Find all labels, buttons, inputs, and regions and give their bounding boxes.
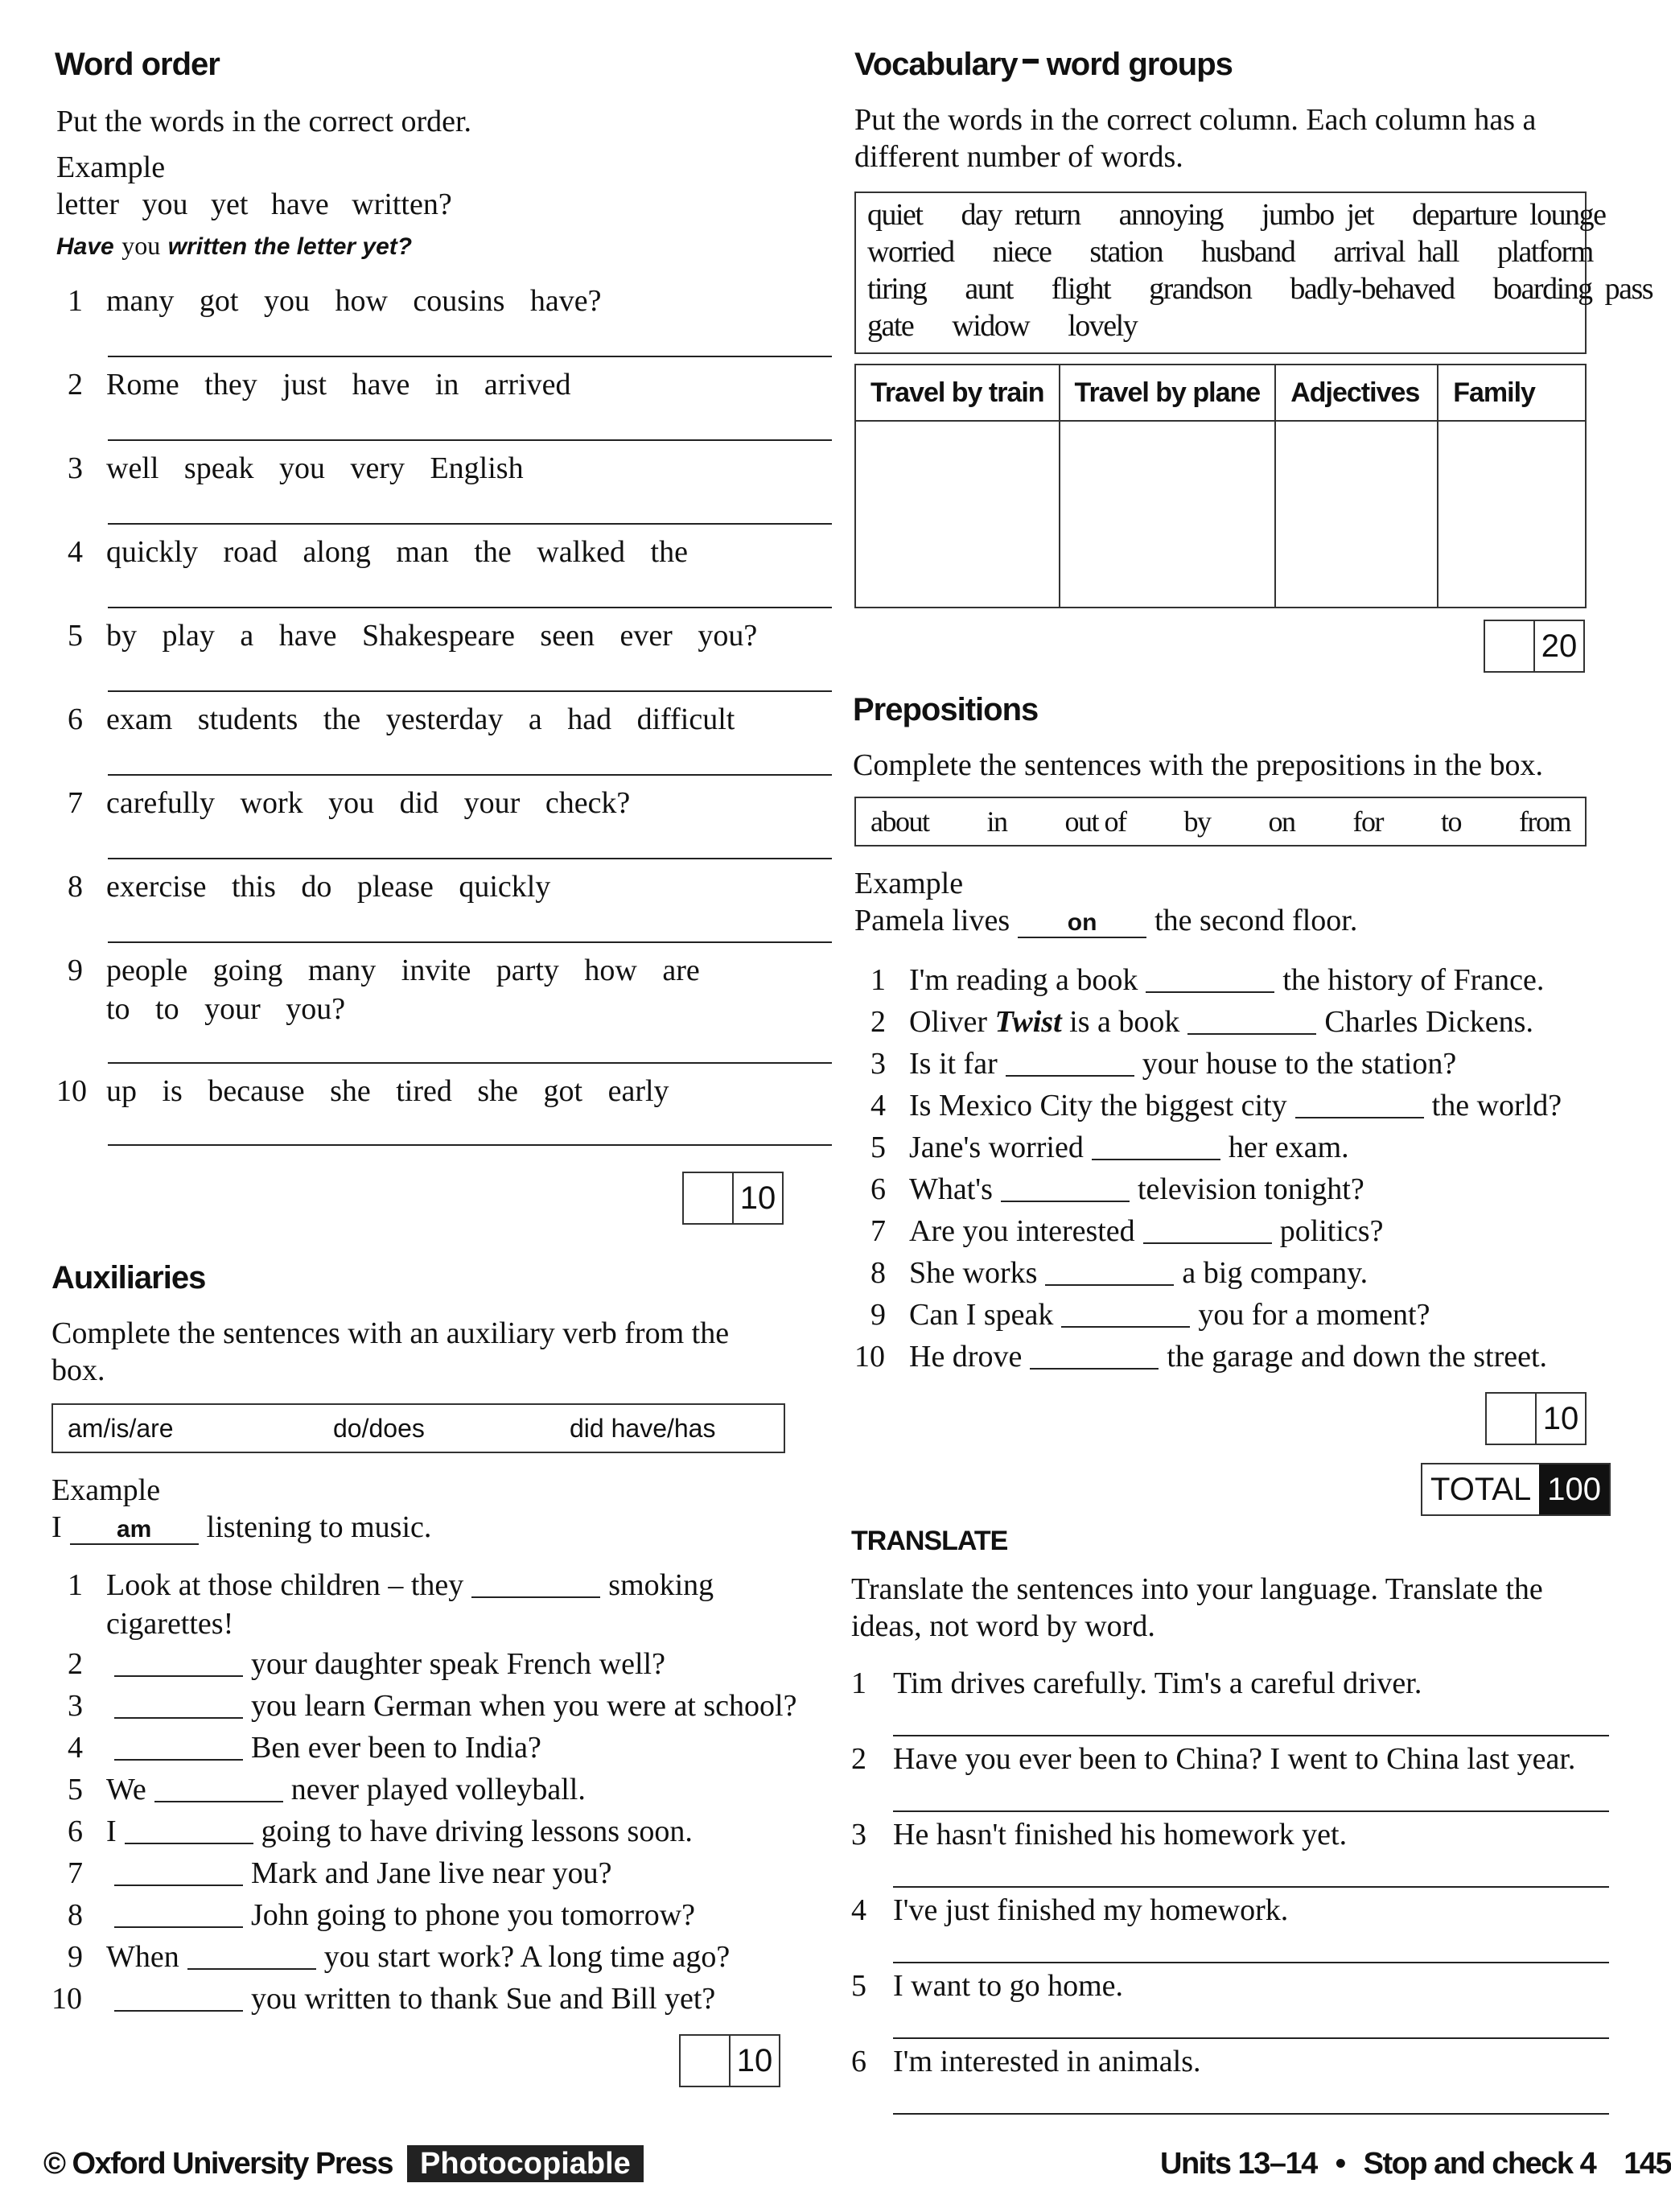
aux-option: am/is/are xyxy=(68,1413,174,1443)
answer-blank[interactable] xyxy=(1146,967,1274,993)
answer-cell[interactable] xyxy=(855,421,1060,608)
total-value: 100 xyxy=(1539,1464,1609,1514)
prep-example-label: Example xyxy=(854,867,964,900)
footer-publisher: © Oxford University Press Photocopiable xyxy=(43,2147,644,2181)
answer-line[interactable] xyxy=(108,523,832,525)
example-answer-you: you xyxy=(121,231,161,260)
answer-blank[interactable] xyxy=(114,1693,243,1719)
prep-option: on xyxy=(1268,805,1295,838)
answer-line[interactable] xyxy=(893,2113,1609,2115)
word-order-item: 6 exam students the yesterday a had difficult xyxy=(68,702,735,736)
word-order-item: 10 up is because she tired she got early xyxy=(56,1074,669,1108)
word-order-item-continued: to to your you? xyxy=(106,992,346,1026)
answer-line[interactable] xyxy=(108,858,832,859)
prep-item: 1 I'm reading a book the history of France. xyxy=(870,963,1545,997)
translate-title: TRANSLATE xyxy=(851,1526,1008,1556)
word-order-item: 8 exercise this do please quickly xyxy=(68,870,551,904)
answer-blank[interactable] xyxy=(1045,1260,1174,1286)
footer-units: Units 13–14 xyxy=(1160,2147,1317,2181)
aux-item-continued: cigarettes! xyxy=(106,1607,234,1641)
answer-cell[interactable] xyxy=(1275,421,1438,608)
prep-item: 6 What's television tonight? xyxy=(870,1172,1364,1206)
vocabulary-word-box xyxy=(854,192,1653,354)
auxiliaries-word-box xyxy=(51,1403,785,1453)
answer-blank[interactable] xyxy=(1030,1344,1159,1370)
aux-item: 4 Ben ever been to India? xyxy=(68,1731,541,1765)
prep-item: 4 Is Mexico City the biggest city the world? xyxy=(870,1089,1562,1122)
answer-blank[interactable] xyxy=(1061,1302,1190,1328)
aux-example: I am listening to music. xyxy=(51,1510,432,1544)
prep-item: 7 Are you interested politics? xyxy=(870,1214,1384,1248)
aux-item: 8 John going to phone you tomorrow? xyxy=(68,1898,696,1932)
auxiliaries-title: Auxiliaries xyxy=(51,1260,206,1295)
vocabulary-instruction: Put the words in the correct column. Each column has a different number of words. xyxy=(854,103,1537,174)
example-answer: am xyxy=(70,1516,199,1545)
aux-item: 1 Look at those children – they smoking xyxy=(68,1568,714,1602)
aux-example-label: Example xyxy=(51,1473,161,1507)
word-order-example-label: Example xyxy=(56,150,166,184)
answer-line[interactable] xyxy=(108,941,832,943)
example-answer-rest: written the letter yet? xyxy=(167,233,413,260)
dash-mark xyxy=(1023,59,1039,64)
prepositions-instruction: Complete the sentences with the prepositions in the box. xyxy=(853,748,1544,782)
prep-item: 3 Is it far your house to the station? xyxy=(870,1047,1457,1081)
translate-item: 6 I'm interested in animals. xyxy=(851,2045,1201,2078)
vocab-word-row: quiet day return annoying jumbo jet departure lounge xyxy=(867,198,1606,232)
vocab-word-row: tiring aunt flight grandson badly-behaved boarding pass xyxy=(867,272,1653,306)
answer-line[interactable] xyxy=(108,439,832,441)
answer-blank[interactable] xyxy=(1143,1218,1272,1244)
prep-option: from xyxy=(1519,805,1570,838)
vocab-word-row: gate widow lovely xyxy=(867,309,1138,343)
translate-item: 4 I've just finished my homework. xyxy=(851,1893,1289,1927)
answer-blank[interactable] xyxy=(114,1986,243,2012)
answer-line[interactable] xyxy=(893,1886,1609,1888)
prep-item: 5 Jane's worried her exam. xyxy=(870,1131,1349,1164)
word-order-instruction: Put the words in the correct order. xyxy=(56,105,472,138)
total-score-box[interactable] xyxy=(1421,1463,1611,1516)
total-label: TOTAL xyxy=(1422,1464,1539,1514)
answer-line[interactable] xyxy=(108,1062,832,1064)
example-answer: on xyxy=(1018,909,1146,938)
column-header-train: Travel by train xyxy=(855,365,1060,421)
photocopiable-badge: Photocopiable xyxy=(407,2145,644,2182)
prep-example: Pamela lives on the second floor. xyxy=(854,904,1358,937)
answer-line[interactable] xyxy=(108,607,832,608)
answer-blank[interactable] xyxy=(1006,1051,1134,1077)
aux-item: 3 you learn German when you were at school? xyxy=(68,1689,797,1723)
footer-bullet: • xyxy=(1335,2147,1345,2181)
column-header-family: Family xyxy=(1438,365,1586,421)
word-order-title: Word order xyxy=(55,47,220,82)
prep-option: in xyxy=(986,805,1007,838)
answer-line[interactable] xyxy=(893,2037,1609,2039)
answer-line[interactable] xyxy=(108,356,832,357)
answer-blank[interactable] xyxy=(1001,1176,1130,1202)
footer-section: Stop and check 4 xyxy=(1363,2147,1596,2181)
answer-blank[interactable] xyxy=(1092,1135,1220,1160)
answer-line[interactable] xyxy=(893,1962,1609,1963)
translate-item: 3 He hasn't finished his homework yet. xyxy=(851,1818,1348,1852)
aux-item: 9 When you start work? A long time ago? xyxy=(68,1940,731,1974)
word-order-example-answer xyxy=(56,227,412,262)
answer-blank[interactable] xyxy=(187,1944,316,1970)
answer-line[interactable] xyxy=(108,690,832,692)
score-box[interactable]: 10 xyxy=(682,1172,784,1225)
answer-cell[interactable] xyxy=(1060,421,1276,608)
answer-blank[interactable] xyxy=(114,1651,243,1677)
word-order-example-words: letter you yet have written? xyxy=(56,187,452,221)
page-number: 145 xyxy=(1624,2147,1671,2181)
footer-page-info xyxy=(1160,2147,1671,2181)
answer-line[interactable] xyxy=(893,1810,1609,1812)
column-header-plane: Travel by plane xyxy=(1060,365,1276,421)
answer-blank[interactable] xyxy=(154,1777,283,1802)
word-order-item: 2 Rome they just have in arrived xyxy=(68,368,571,402)
answer-blank[interactable] xyxy=(1295,1093,1424,1118)
answer-blank[interactable] xyxy=(114,1735,243,1761)
answer-line[interactable] xyxy=(108,774,832,776)
prep-item: 10 He drove the garage and down the street. xyxy=(854,1340,1548,1374)
auxiliaries-instruction: Complete the sentences with an auxiliary verb from the box. xyxy=(51,1316,730,1387)
prep-item: 9 Can I speak you for a moment? xyxy=(870,1298,1430,1332)
aux-item: 6 I going to have driving lessons soon. xyxy=(68,1814,693,1848)
answer-blank[interactable] xyxy=(114,1902,243,1928)
answer-cell[interactable] xyxy=(1438,421,1586,608)
score-box[interactable]: 10 xyxy=(1485,1392,1587,1445)
prep-option: about xyxy=(870,805,929,838)
prep-option: for xyxy=(1352,805,1383,838)
aux-item: 7 Mark and Jane live near you? xyxy=(68,1856,612,1890)
prepositions-word-box xyxy=(854,797,1587,846)
column-header-adjectives: Adjectives xyxy=(1275,365,1438,421)
answer-line[interactable] xyxy=(108,1144,832,1146)
aux-option: did have/has xyxy=(570,1413,716,1443)
word-order-item: 5 by play a have Shakespeare seen ever you? xyxy=(68,619,758,653)
vocabulary-title: Vocabulary word groups xyxy=(854,47,1233,82)
word-order-item: 1 many got you how cousins have? xyxy=(68,284,602,318)
translate-item: 5 I want to go home. xyxy=(851,1969,1124,2003)
prep-option: to xyxy=(1440,805,1461,838)
answer-line[interactable] xyxy=(893,1735,1609,1736)
word-order-item: 3 well speak you very English xyxy=(68,451,524,485)
answer-blank[interactable] xyxy=(125,1819,253,1844)
prep-item: 8 She works a big company. xyxy=(870,1256,1368,1290)
word-order-item: 4 quickly road along man the walked the xyxy=(68,535,688,569)
prepositions-title: Prepositions xyxy=(853,692,1039,727)
aux-item: 2 your daughter speak French well? xyxy=(68,1647,665,1681)
prep-item: 2 Oliver Twist is a book Charles Dickens. xyxy=(870,1005,1533,1039)
aux-item: 5 We never played volleyball. xyxy=(68,1773,586,1806)
word-order-item: 9 people going many invite party how are xyxy=(68,954,700,987)
score-box[interactable]: 20 xyxy=(1484,620,1585,673)
answer-blank[interactable] xyxy=(1187,1009,1316,1035)
translate-item: 1 Tim drives carefully. Tim's a careful driver. xyxy=(851,1666,1422,1700)
translate-item: 2 Have you ever been to China? I went to China last year. xyxy=(851,1742,1576,1776)
word-order-item: 7 carefully work you did your check? xyxy=(68,786,631,820)
translate-instruction: Translate the sentences into your language. Translate the ideas, not word by word. xyxy=(851,1572,1543,1643)
score-box[interactable]: 10 xyxy=(679,2034,780,2087)
vocabulary-table xyxy=(854,364,1587,608)
answer-blank[interactable] xyxy=(471,1572,600,1598)
aux-item: 10 you written to thank Sue and Bill yet? xyxy=(51,1982,716,2016)
vocab-word-row: worried niece station husband arrival hall platform xyxy=(867,235,1593,269)
example-answer-have: Have xyxy=(56,233,114,260)
answer-blank[interactable] xyxy=(114,1860,243,1886)
prep-option: out of xyxy=(1064,805,1126,838)
aux-option: do/does xyxy=(333,1413,425,1443)
prep-option: by xyxy=(1183,805,1211,838)
